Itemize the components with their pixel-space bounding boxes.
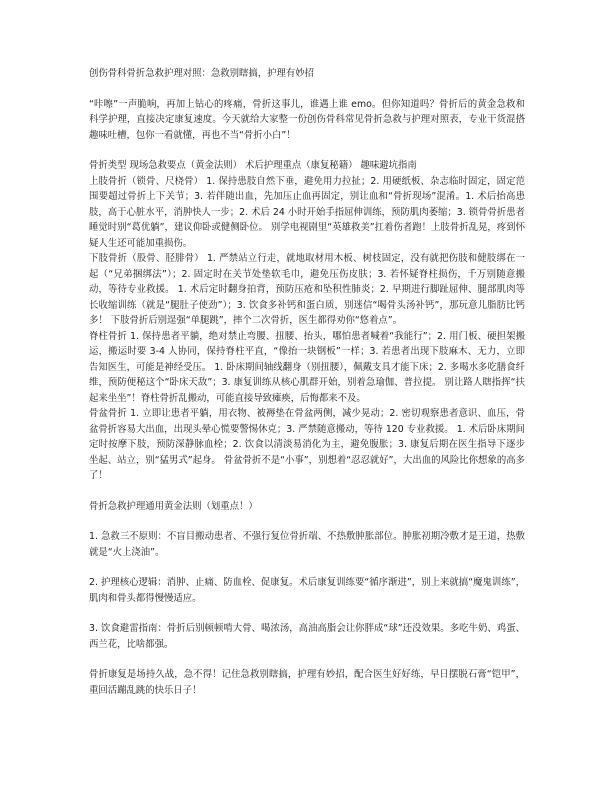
rule-item: 1. 急救三不原则：不盲目搬动患者、不强行复位骨折端、不热敷肿胀部位。肿胀初期冷敷才是王道，热敷就是“火上浇油”。 — [89, 531, 525, 558]
document-title: 创伤骨科骨折急救护理对照：急救别瞎搞，护理有妙招 — [89, 68, 315, 79]
document-page — [89, 66, 525, 698]
entry-spine: 脊柱骨折 1. 保持患者平躺，绝对禁止弯腰、扭腰、抬头，哪怕患者喊着“我能行”；2. 用门板、硬担架搬运，搬运时要 3-4 人协同，保持脊柱平直，“像抬一块钢板”一样；3. 若患者出现下肢麻木、无力，立即告知医生，可能是神经受压。 1. 卧床期间轴线翻身（别扭腰），佩戴支具才能下床；2. 多喝水多吃膳食纤维，预防便秘这个“卧床天敌”；3. 康复训练从核心肌群开始，别着急瑜伽、普拉提。 别让路人瞎指挥“扶起来坐坐”！脊柱骨折乱搬动，可能直接导致瘫痪，后悔都来不及。 — [89, 330, 525, 404]
entry-pelvis: 骨盆骨折 1. 立即让患者平躺，用衣物、被褥垫在骨盆两侧，减少晃动；2. 密切观察患者意识、血压，骨盆骨折容易大出血，出现头晕心慌要警惕休克；3. 严禁随意搬动，等待 120 专业救援。 1. 术后卧床期间定时按摩下肢，预防深静脉血栓；2. 饮食以清淡易消化为主，避免腹胀；3. 康复后期在医生指导下逐步坐起、站立，别“猛男式”起身。 骨盆骨折不是“小事”，别想着“忍忍就好”，大出血的风险比你想象的高多了！ — [89, 408, 525, 481]
entry-upper-limb: 上肢骨折（锁骨、尺桡骨） 1. 保持患肢自然下垂，避免用力拉扯；2. 用硬纸板、杂志临时固定，固定范围要超过骨折上下关节；3. 若伴随出血，先加压止血再固定，别让血和“骨折现场”混淆。1. 术后抬高患肢，高于心脏水平，消肿快人一步；2. 术后 24 小时开始手指屈伸训练，预防肌肉萎缩；3. 锁骨骨折患者睡觉时别“葛优躺”，建议仰卧或健侧卧位。 别学电视剧里“英雄救美”扛着伤者跑！上肢骨折乱晃，疼到怀疑人生还可能加重损伤。 — [89, 175, 525, 249]
rule-item: 3. 饮食避雷指南：骨折后别顿顿啃大骨、喝浓汤，高油高脂会让你胖成“球”还没效果。多吃牛奶、鸡蛋、西兰花，比啥都强。 — [89, 623, 525, 650]
table-header-row: 骨折类型 现场急救要点（黄金法则） 术后护理重点（康复秘籍） 趣味避坑指南 — [89, 160, 417, 171]
closing-paragraph: 骨折康复是场持久战，急不得！记住急救别瞎搞，护理有妙招，配合医生好好练，早日摆脱石膏“铠甲”，重回活蹦乱跳的快乐日子！ — [89, 669, 525, 696]
intro-paragraph: “咔嚓”一声脆响，再加上钻心的疼痛，骨折这事儿，谁遇上谁 emo。但你知道吗？骨折后的黄金急救和科学护理，直接决定康复速度。今天就给大家整一份创伤骨科常见骨折急救与护理对照表，专业干货混搭趣味吐槽，包你一看就懂，再也不当“骨折小白”！ — [89, 98, 525, 141]
section-spacer — [89, 484, 525, 499]
rules-heading: 骨折急救护理通用黄金法则（划重点！） — [89, 500, 258, 512]
entry-lower-limb: 下肢骨折（股骨、胫腓骨） 1. 严禁站立行走，就地取材用木板、树枝固定，没有就把伤肢和健肢绑在一起（“兄弟捆绑法”）；2. 固定时在关节处垫软毛巾，避免压伤皮肤；3. 若怀疑脊柱损伤，千万别随意搬动，等待专业救援。 1. 术后定时翻身拍背，预防压疮和坠积性肺炎；2. 早期进行脚趾屈伸、腿部肌肉等长收缩训练（就是“腿肚子使劲”）；3. 饮食多补钙和蛋白质，别迷信“喝骨头汤补钙”，那玩意儿脂肪比钙多！ 下肢骨折后别逞强“单腿跳”，摔个二次骨折，医生都得劝你“悠着点”。 — [89, 253, 525, 326]
rule-item: 2. 护理核心逻辑：消肿、止痛、防血栓、促康复。术后康复训练要“循序渐进”，别上来就搞“魔鬼训练”，肌肉和骨头都得慢慢适应。 — [89, 577, 525, 604]
